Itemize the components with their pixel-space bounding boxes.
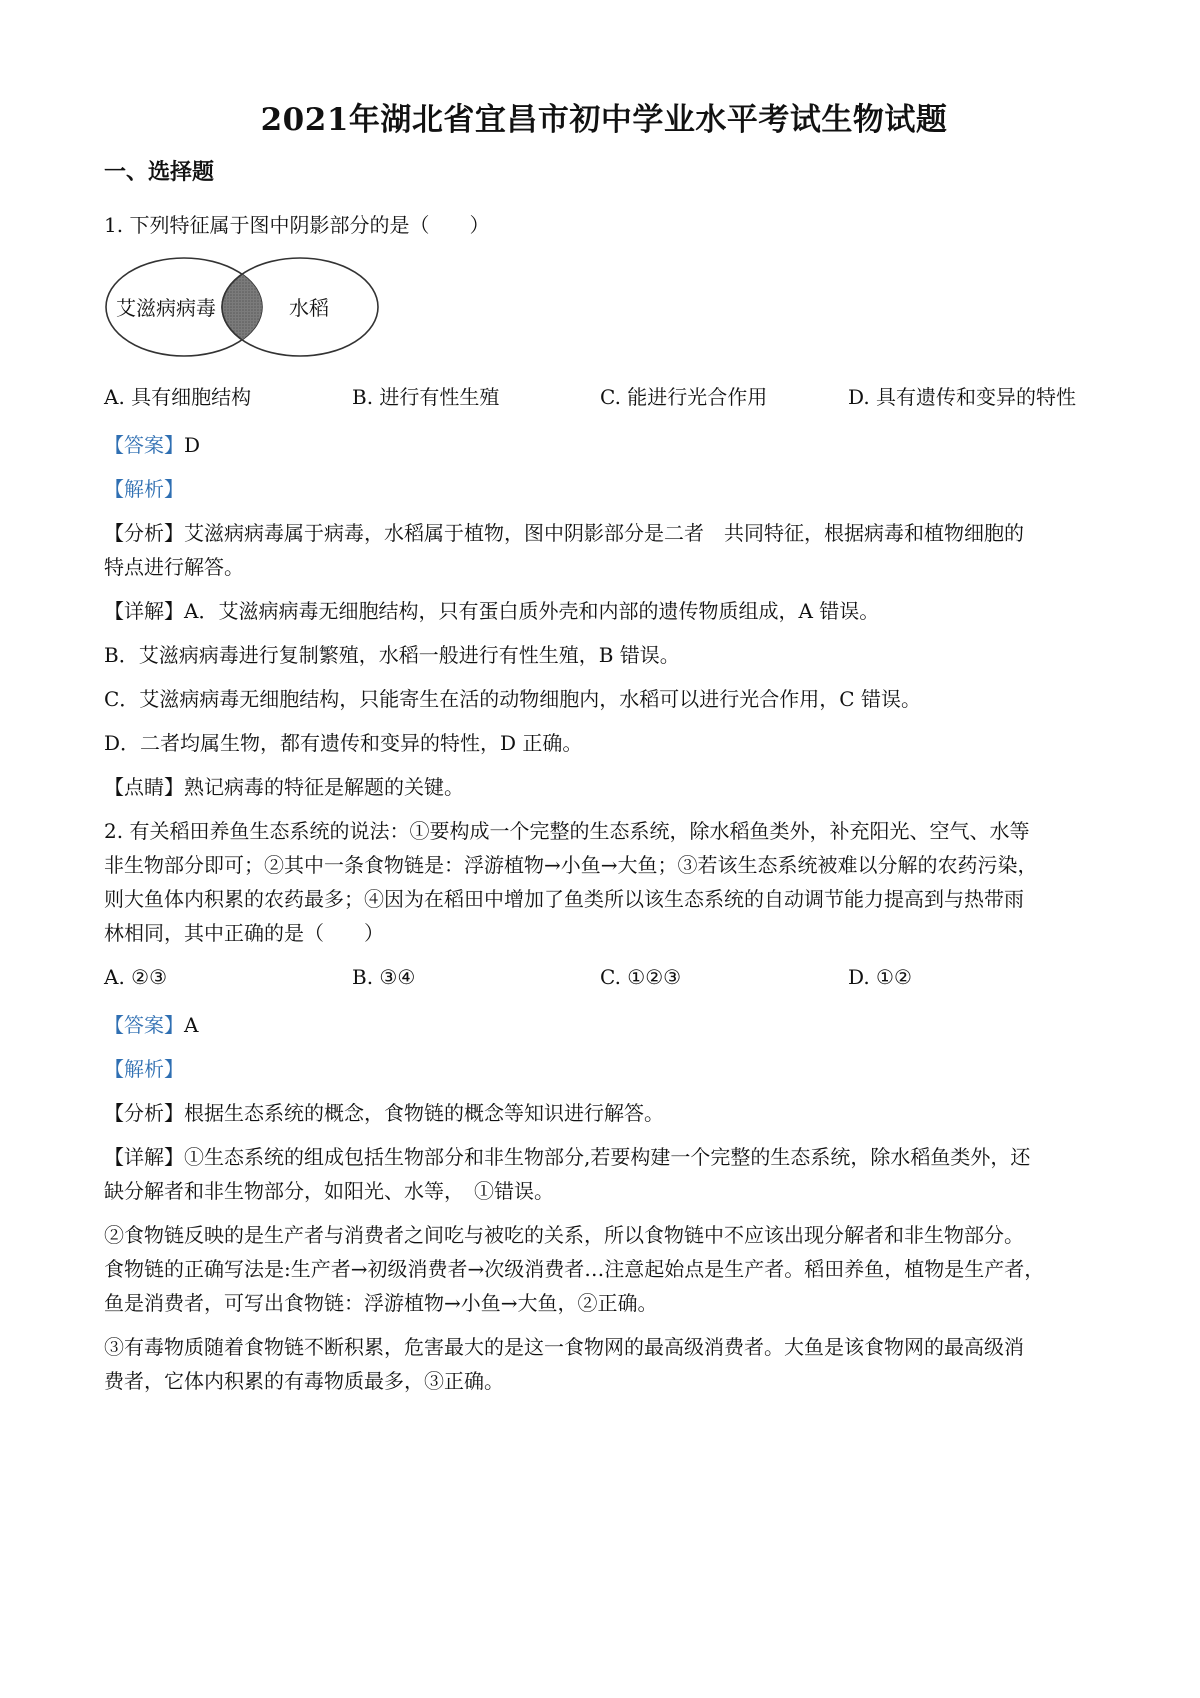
q2-detail-3	[104, 1330, 1104, 1398]
q2-detail1-line2: 缺分解者和非生物部分，如阳光、水等， ①错误。	[104, 1179, 554, 1203]
q1-answer-value: D	[184, 433, 201, 457]
q2-stem-line1: 2. 有关稻田养鱼生态系统的说法：①要构成一个完整的生态系统，除水稻鱼类外，补充阳光、空气、水等	[104, 819, 1030, 843]
q1-answer	[104, 428, 1104, 462]
q2-stem-line3: 则大鱼体内积累的农药最多；④因为在稻田中增加了鱼类所以该生态系统的自动调节能力提高到与热带雨	[104, 887, 1024, 911]
q1-detail-a: 【详解】A．艾滋病病毒无细胞结构，只有蛋白质外壳和内部的遗传物质组成，A 错误。	[104, 599, 880, 623]
q1-option-a: A. 具有细胞结构	[104, 385, 252, 409]
q2-analysis: 【分析】根据生态系统的概念，食物链的概念等知识进行解答。	[104, 1101, 664, 1125]
q2-detail2-line1: ②食物链反映的是生产者与消费者之间吃与被吃的关系，所以食物链中不应该出现分解者和非生物部分。	[104, 1223, 1024, 1247]
q1-option-d: D. 具有遗传和变异的特性	[848, 385, 1077, 409]
venn-left-label: 艾滋病病毒	[116, 296, 216, 320]
q1-analysis-tag	[104, 472, 1104, 506]
q2-detail1-line1: 【详解】①生态系统的组成包括生物部分和非生物部分,若要构建一个完整的生态系统，除水稻鱼类外，还	[104, 1145, 1031, 1169]
q1-tip: 【点睛】熟记病毒的特征是解题的关键。	[104, 775, 464, 799]
document-page	[104, 98, 1104, 1412]
q1-option-c: C. 能进行光合作用	[600, 385, 768, 409]
q2-detail3-line1: ③有毒物质随着食物链不断积累，危害最大的是这一食物网的最高级消费者。大鱼是该食物网的最高级消	[104, 1335, 1024, 1359]
q2-analysis-tag	[104, 1052, 1104, 1086]
q2-stem-line2: 非生物部分即可；②其中一条食物链是：浮游植物→小鱼→大鱼；③若该生态系统被难以分解的农药污染，	[104, 853, 1038, 877]
venn-diagram	[104, 252, 384, 362]
q1-analysis-label: 【解析】	[104, 477, 184, 501]
q2-answer-value: A	[184, 1013, 199, 1037]
q1-analysis	[104, 516, 1104, 584]
q1-analysis-line2: 特点进行解答。	[104, 555, 244, 579]
venn-svg	[104, 252, 384, 362]
q2-detail-2	[104, 1218, 1104, 1320]
q2-analysis-label: 【解析】	[104, 1057, 184, 1081]
section-title: 一、选择题	[104, 159, 215, 185]
q2-option-b: B. ③④	[352, 965, 416, 989]
q2-detail3-line2: 费者，它体内积累的有毒物质最多，③正确。	[104, 1369, 504, 1393]
q2-options	[104, 960, 1104, 994]
q2-answer-tag: 【答案】	[104, 1013, 184, 1037]
q1-detail-d: D．二者均属生物，都有遗传和变异的特性，D 正确。	[104, 731, 583, 755]
q2-answer	[104, 1008, 1104, 1042]
q1-answer-tag: 【答案】	[104, 433, 184, 457]
q1-option-b: B. 进行有性生殖	[352, 385, 500, 409]
q1-analysis-line1: 【分析】艾滋病病毒属于病毒，水稻属于植物，图中阴影部分是二者 共同特征，根据病毒和植物细胞的	[104, 521, 1024, 545]
q1-detail-b: B．艾滋病病毒进行复制繁殖，水稻一般进行有性生殖，B 错误。	[104, 643, 680, 667]
q1-stem: 1. 下列特征属于图中阴影部分的是（ ）	[104, 213, 490, 237]
q2-stem-line4: 林相同，其中正确的是（ ）	[104, 921, 384, 945]
q2-detail2-line2: 食物链的正确写法是:生产者→初级消费者→次级消费者…注意起始点是生产者。稻田养鱼，植物是生产者，	[104, 1257, 1045, 1281]
q2-option-d: D. ①②	[848, 965, 912, 989]
q2-detail-1	[104, 1140, 1104, 1208]
page-title: 2021年湖北省宜昌市初中学业水平考试生物试题	[260, 102, 948, 138]
q2-option-c: C. ①②③	[600, 965, 682, 989]
q2-detail2-line3: 鱼是消费者，可写出食物链：浮游植物→小鱼→大鱼，②正确。	[104, 1291, 658, 1315]
q2-stem	[104, 814, 1104, 950]
venn-right-label: 水稻	[289, 296, 329, 320]
q2-option-a: A. ②③	[104, 965, 168, 989]
q1-detail-c: C．艾滋病病毒无细胞结构，只能寄生在活的动物细胞内，水稻可以进行光合作用，C 错误。	[104, 687, 921, 711]
q1-options	[104, 380, 1104, 414]
